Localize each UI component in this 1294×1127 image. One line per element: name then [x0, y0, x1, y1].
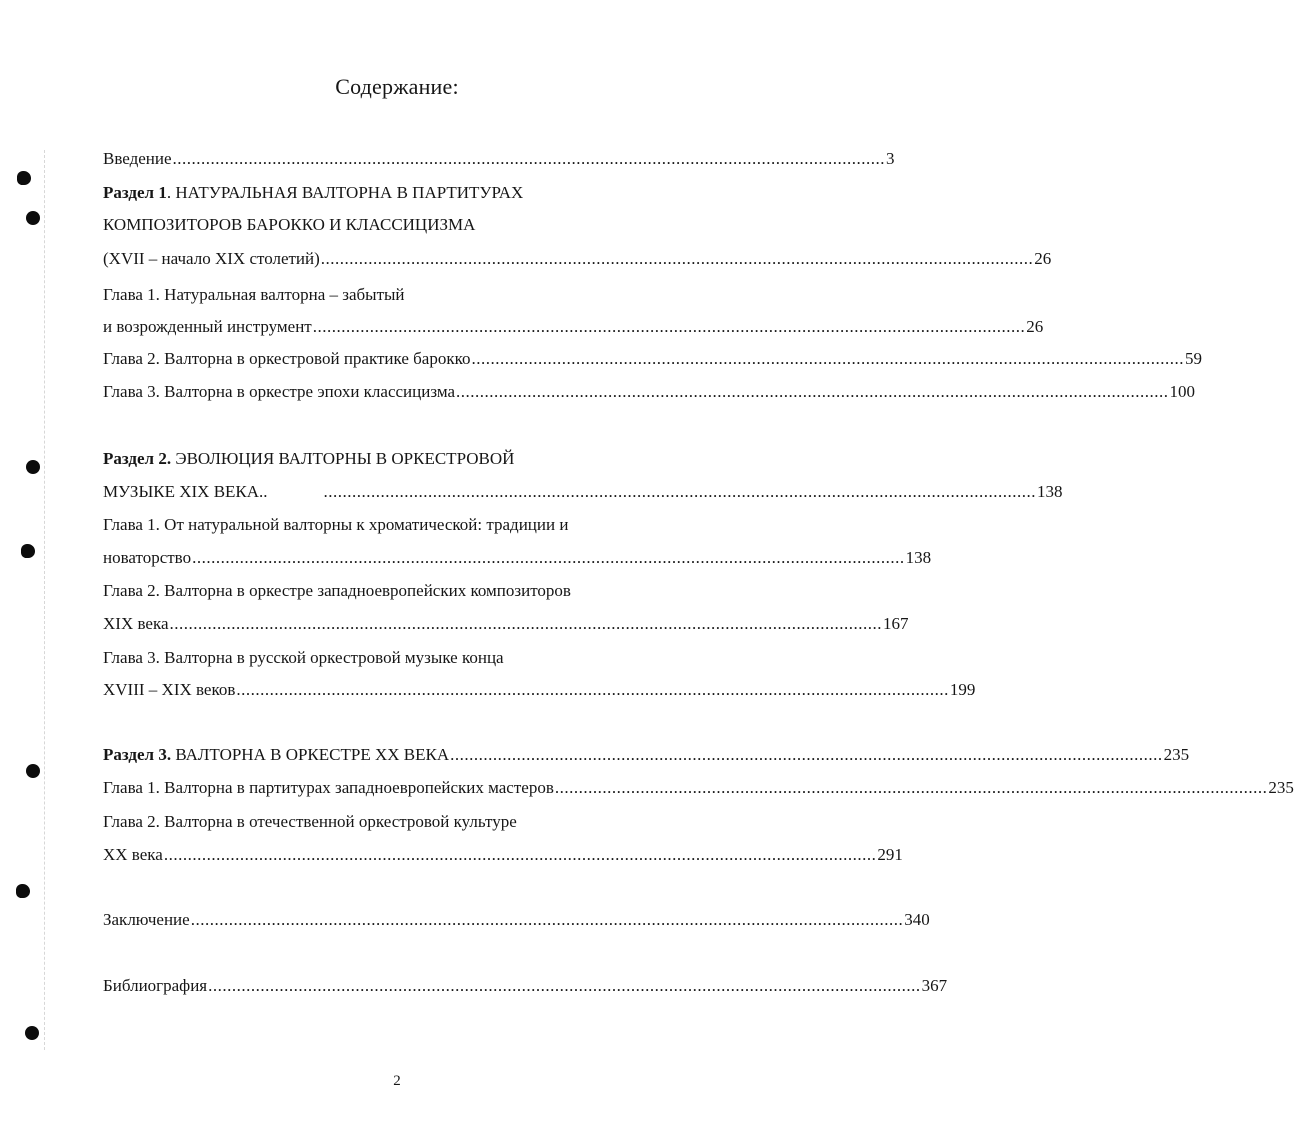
toc-section-1-heading [103, 180, 685, 206]
toc-page-number: 235 [1163, 745, 1190, 764]
toc-leader-dots: ...................................................................................................................................................... [320, 249, 1034, 268]
toc-page-number: 59 [1185, 349, 1203, 368]
toc-entry-conclusion [103, 907, 930, 933]
toc-page-number: 26 [1026, 317, 1044, 336]
toc-entry-text: Глава 1. От натуральной валторны к хроматической: традиции и [103, 515, 569, 534]
toc-leader-dots: ...................................................................................................................................................... [554, 778, 1268, 797]
toc-page-number: 291 [877, 845, 903, 864]
toc-leader-dots: ...................................................................................................................................................... [172, 149, 886, 168]
toc-page-number: 340 [904, 910, 930, 929]
toc-section-3-entry [103, 742, 1190, 768]
toc-leader-dots: ...................................................................................................................................................... [236, 680, 949, 699]
toc-entry-text: Заключение [103, 910, 190, 929]
toc-leader-dots: ...................................................................................................................................................... [471, 349, 1185, 368]
toc-chapter-1-3 [103, 379, 1196, 405]
toc-chapter-2-2 [103, 578, 685, 604]
binding-margin [44, 150, 46, 1050]
toc-entry-text: Глава 3. Валторна в оркестре эпохи классицизма [103, 382, 456, 401]
toc-leader-dots: ...................................................................................................................................................... [190, 910, 904, 929]
toc-entry-text: Глава 2. Валторна в отечественной оркестровой культуре [103, 812, 517, 831]
toc-leader-dots: ...................................................................................................................................................... [208, 976, 921, 995]
toc-leader-dots: ...................................................................................................................................................... [456, 382, 1169, 401]
section-title: ЭВОЛЮЦИЯ ВАЛТОРНЫ В ОРКЕСТРОВОЙ [171, 449, 515, 468]
toc-entry-text: МУЗЫКЕ XIX ВЕКА.. [103, 482, 268, 501]
toc-entry-text: Глава 3. Валторна в русской оркестровой музыке конца [103, 648, 504, 667]
section-label: Раздел 1 [103, 183, 167, 202]
binding-hole [26, 764, 40, 778]
toc-entry-text: Глава 2. Валторна в оркестровой практике барокко [103, 349, 471, 368]
toc-section-1-entry [103, 246, 1052, 272]
section-title: КОМПОЗИТОРОВ БАРОККО И КЛАССИЦИЗМА [103, 215, 476, 234]
toc-chapter-2-3-cont [103, 677, 976, 703]
binding-hole [25, 1026, 39, 1040]
toc-page-number: 138 [1037, 482, 1063, 501]
toc-chapter-1-1-cont [103, 314, 1044, 340]
toc-page-number: 26 [1034, 249, 1052, 268]
toc-chapter-2-1-cont [103, 545, 932, 571]
toc-entry-text: Библиография [103, 976, 208, 995]
toc-page-number: 138 [905, 548, 932, 567]
binding-hole [17, 171, 31, 185]
section-label: Раздел 2. [103, 449, 172, 468]
toc-page-number: 100 [1169, 382, 1196, 401]
toc-entry-text: XIX века [103, 614, 169, 633]
toc-chapter-2-1 [103, 512, 685, 538]
toc-leader-dots: ...................................................................................................................................................... [192, 548, 905, 567]
toc-entry-text: XX века [103, 845, 163, 864]
toc-entry-text: новаторство [103, 548, 192, 567]
toc-entry-text: (XVII – начало XIX столетий) [103, 249, 320, 268]
toc-chapter-2-2-cont [103, 611, 909, 637]
toc-entry-text: Глава 1. Валторна в партитурах западноевропейских мастеров [103, 778, 554, 797]
toc-leader-dots: ...................................................................................................................................................... [312, 317, 1026, 336]
binding-hole [21, 544, 35, 558]
toc-entry-text: XVIII – XIX веков [103, 680, 236, 699]
toc-leader-dots: ...................................................................................................................................................... [169, 614, 882, 633]
toc-entry-intro [103, 146, 895, 172]
toc-chapter-1-2 [103, 346, 1203, 372]
toc-chapter-3-1 [103, 775, 1294, 801]
toc-chapter-1-1 [103, 282, 685, 308]
toc-leader-dots: ...................................................................................................................................................... [450, 745, 1163, 764]
toc-leader-dots: ...................................................................................................................................................... [163, 845, 877, 864]
toc-entry-text: Глава 2. Валторна в оркестре западноевропейских композиторов [103, 581, 571, 600]
toc-chapter-2-3 [103, 645, 685, 671]
toc-page-number: 367 [921, 976, 948, 995]
page-number: 2 [393, 1073, 401, 1089]
toc-section-1-heading-cont [103, 212, 685, 238]
toc-entry-text: Введение [103, 149, 172, 168]
binding-hole [26, 460, 40, 474]
toc-section-2-entry [103, 479, 1063, 505]
toc-chapter-3-2-cont [103, 842, 903, 868]
page-title: Содержание: [335, 74, 459, 99]
toc-chapter-3-2 [103, 809, 685, 835]
toc-entry-bibliography [103, 973, 948, 999]
section-title: ВАЛТОРНА В ОРКЕСТРЕ XX ВЕКА [171, 745, 450, 764]
section-label: Раздел 3. [103, 745, 172, 764]
toc-page-number: 3 [886, 149, 895, 168]
toc-leader-dots: ...................................................................................................................................................... [323, 482, 1037, 501]
toc-entry-text: Глава 1. Натуральная валторна – забытый [103, 285, 405, 304]
toc-page-number: 199 [949, 680, 976, 699]
section-title: . НАТУРАЛЬНАЯ ВАЛТОРНА В ПАРТИТУРАХ [166, 183, 524, 202]
toc-entry-text: и возрожденный инструмент [103, 317, 312, 336]
binding-hole [16, 884, 30, 898]
toc-section-2-heading [103, 446, 685, 472]
binding-hole [26, 211, 40, 225]
toc-page-number: 235 [1268, 778, 1294, 797]
toc-page-number: 167 [883, 614, 909, 633]
